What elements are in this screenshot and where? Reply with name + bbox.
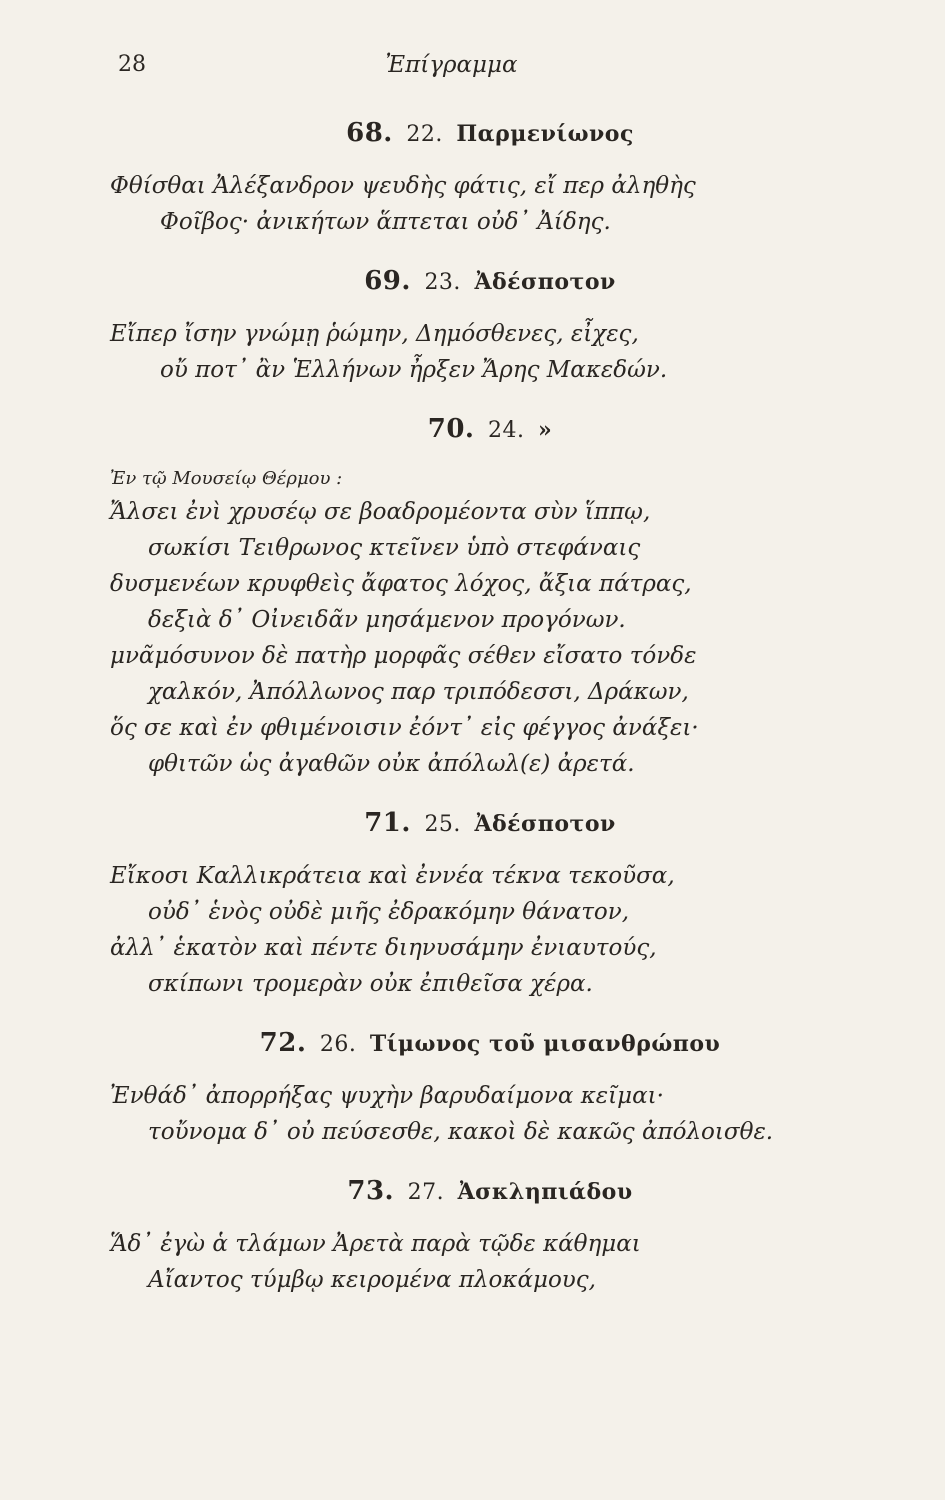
verse-line: τοὔνομα δ᾽ οὐ πεύσεσθε, κακοὶ δὲ κακῶς ἀπόλοισθε. <box>148 1119 774 1145</box>
verse-line: μνᾶμόσυνον δὲ πατὴρ μορφᾶς σέθεν εἴσατο τόνδε <box>110 643 697 669</box>
running-title: Ἐπίγραμμα <box>385 52 518 78</box>
epigram-author: » <box>537 417 553 443</box>
verse-line: Ἅδ᾽ ἐγὼ ἁ τλάμων Ἀρετὰ παρὰ τῷδε κάθημαι <box>110 1231 641 1257</box>
epigram-note: Ἐν τῷ Μουσείῳ Θέρμου : <box>110 468 343 489</box>
verse-line: Ἐνθάδ᾽ ἀπορρήξας ψυχὴν βαρυδαίμονα κεῖμαι· <box>110 1083 664 1109</box>
verse-line: φθιτῶν ὡς ἀγαθῶν οὐκ ἀπόλωλ(ε) ἀρετά. <box>148 751 635 777</box>
verse-line: ὅς σε καὶ ἐν φθιμένοισιν ἐόντ᾽ εἰς φέγγος ἀνάξει· <box>110 715 699 741</box>
epigram-number: 68. <box>346 118 393 148</box>
epigram-author: Ἀδέσποτον <box>474 269 616 295</box>
epigram-subnumber: 27. <box>407 1180 445 1205</box>
epigram-number: 71. <box>364 808 411 838</box>
epigram-subnumber: 23. <box>424 270 461 295</box>
epigram-number: 69. <box>364 266 411 296</box>
epigram-author: Ἀσκληπιάδου <box>457 1179 633 1205</box>
verse-line: Ἄλσει ἐνὶ χρυσέῳ σε βοαδρομέοντα σὺν ἵππῳ, <box>110 499 651 525</box>
epigram-author: Παρμενίωνος <box>456 121 634 147</box>
epigram-heading <box>110 1176 870 1206</box>
verse-line: Φοῖβος· ἀνικήτων ἅπτεται οὐδ᾽ Ἀίδης. <box>160 209 611 235</box>
epigram-heading <box>110 118 870 148</box>
verse-line: Αἴαντος τύμβῳ κειρομένα πλοκάμους, <box>148 1267 596 1293</box>
verse-line: ἀλλ᾽ ἑκατὸν καὶ πέντε διηνυσάμην ἐνιαυτούς, <box>110 935 657 961</box>
epigram-subnumber: 25. <box>424 812 461 837</box>
verse-line: Εἴπερ ἴσην γνώμῃ ῥώμην, Δημόσθενες, εἶχες, <box>110 321 639 347</box>
epigram-heading <box>110 266 870 296</box>
epigram-heading <box>110 1028 870 1058</box>
epigram-number: 70. <box>427 414 475 444</box>
epigram-subnumber: 22. <box>406 122 443 147</box>
epigram-number: 72. <box>259 1028 307 1058</box>
epigram-number: 73. <box>347 1176 395 1206</box>
verse-line: οὐδ᾽ ἑνὸς οὐδὲ μιῆς ἐδρακόμην θάνατον, <box>148 899 630 925</box>
verse-line: Φθίσθαι Ἀλέξανδρον ψευδὴς φάτις, εἴ περ ἀληθὴς <box>110 173 696 199</box>
page-body <box>110 118 870 1298</box>
epigram-subnumber: 26. <box>319 1032 357 1057</box>
verse-line: χαλκόν, Ἀπόλλωνος παρ τριπόδεσσι, Δράκων, <box>148 679 689 705</box>
epigram-author: Ἀδέσποτον <box>474 811 616 837</box>
page-header <box>118 52 785 92</box>
epigram-subnumber: 24. <box>487 418 525 443</box>
verse-line: οὔ ποτ᾽ ἂν Ἑλλήνων ἦρξεν Ἄρης Μακεδών. <box>160 357 668 383</box>
epigram-author: Τίμωνος τοῦ μισανθρώπου <box>369 1031 721 1057</box>
verse-line: δυσμενέων κρυφθεὶς ἄφατος λόχος, ἄξια πάτρας, <box>110 571 692 597</box>
verse-line: σωκίσι Τειθρωνος κτεῖνεν ὑπὸ στεφάναις <box>148 535 641 561</box>
epigram-heading <box>110 414 870 444</box>
verse-line: Εἴκοσι Καλλικράτεια καὶ ἐννέα τέκνα τεκοῦσα, <box>110 863 675 889</box>
verse-line: σκίπωνι τρομερὰν οὐκ ἐπιθεῖσα χέρα. <box>148 971 593 997</box>
verse-line: δεξιὰ δ᾽ Οἰνειδᾶν μησάμενον προγόνων. <box>148 607 626 633</box>
epigram-heading <box>110 808 870 838</box>
page-number: 28 <box>118 52 146 77</box>
